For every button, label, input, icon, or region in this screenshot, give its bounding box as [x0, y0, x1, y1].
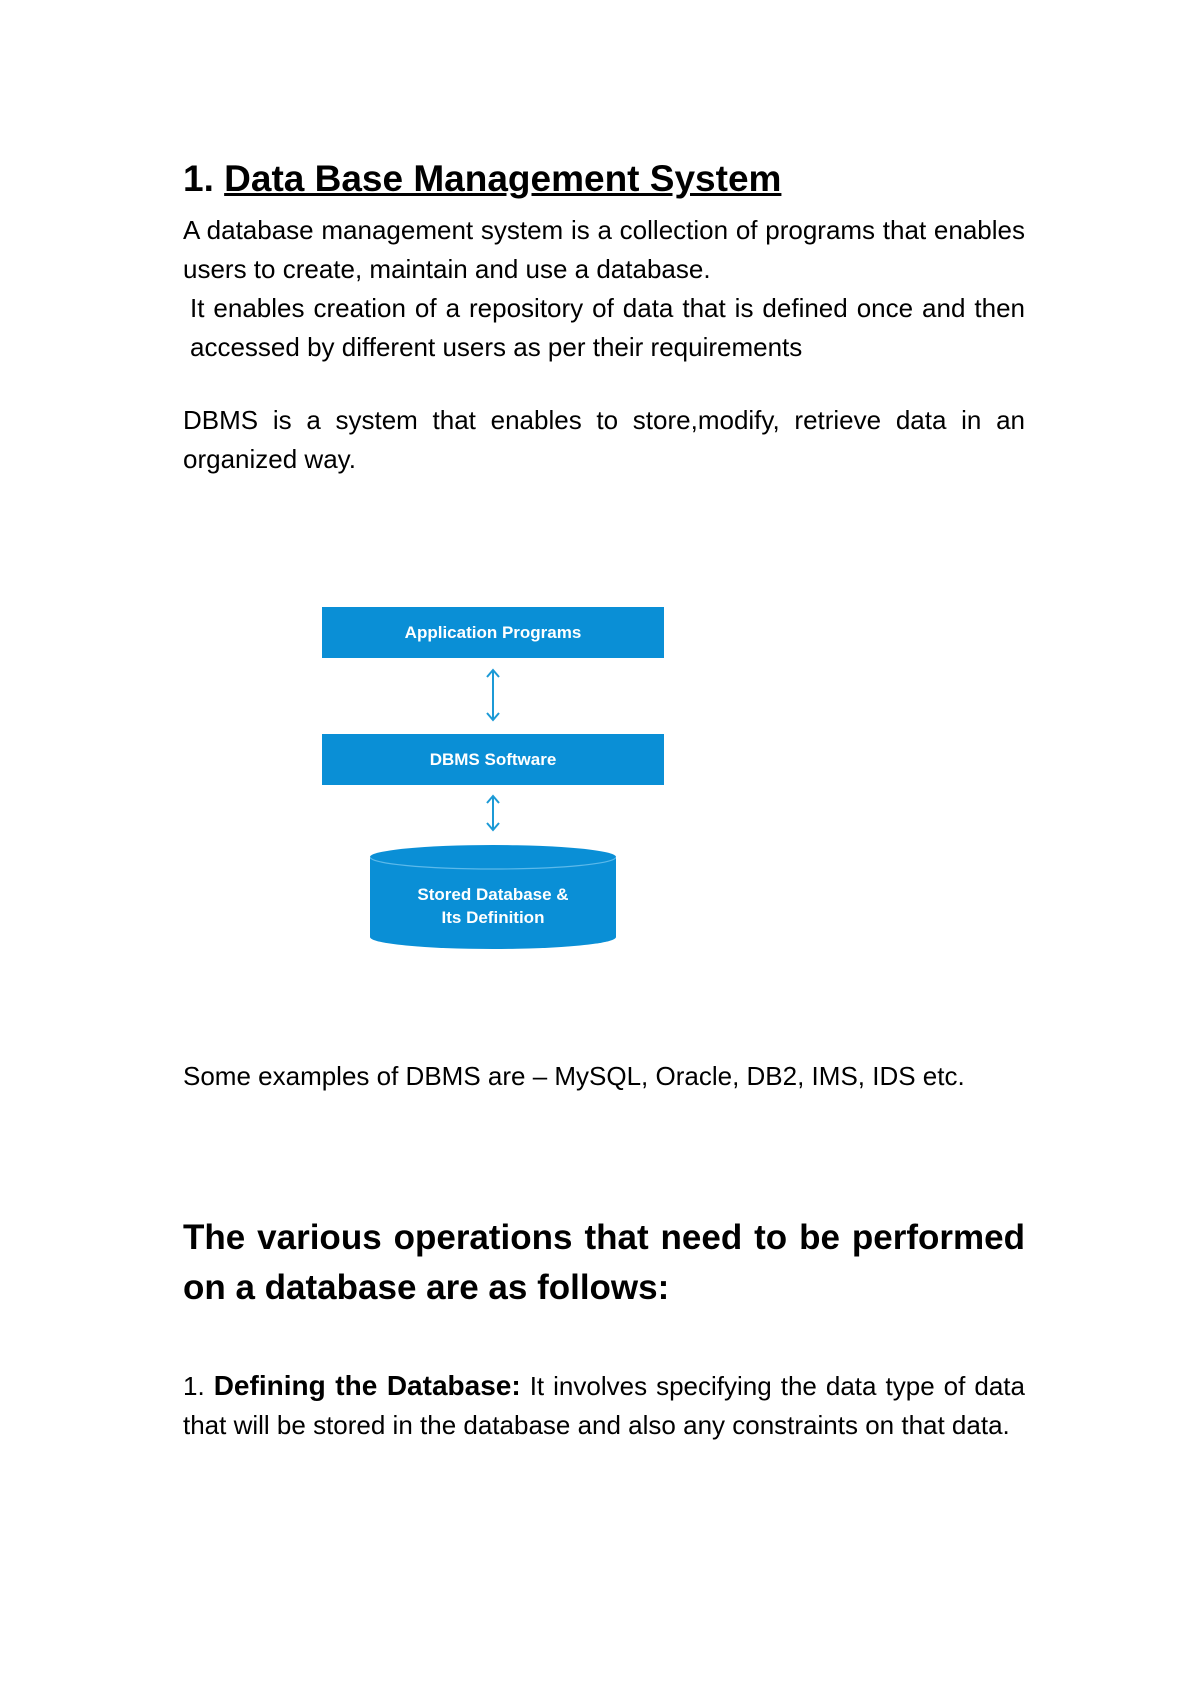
examples-section [183, 1057, 1025, 1096]
dbms-diagram [322, 607, 664, 952]
cylinder-label-line1: Stored Database & [417, 885, 569, 904]
cylinder-label-line2: Its Definition [441, 908, 545, 927]
operation-item-1 [183, 1366, 1025, 1445]
operation-item-1-number: 1. [183, 1371, 205, 1401]
cylinder-label [370, 883, 616, 929]
stored-database-cylinder [370, 845, 616, 949]
application-programs-box: Application Programs [322, 607, 664, 658]
intro-paragraph-2: It enables creation of a repository of data that is defined once and then accessed by different users as per their requirements [190, 292, 1025, 362]
intro-paragraph-1: A database management system is a collection of programs that enables users to create, maintain and use a database. [183, 214, 1025, 284]
page-title [183, 158, 1025, 201]
operations-section [183, 1213, 1025, 1313]
dbms-software-box: DBMS Software [322, 734, 664, 785]
double-arrow-icon [482, 667, 504, 723]
intro-paragraph-3: DBMS is a system that enables to store,modify, retrieve data in an organized way. [183, 404, 1025, 474]
operations-heading: The various operations that need to be performed on a database are as follows: [183, 1218, 1025, 1307]
operation-item-1-text [183, 1366, 1025, 1445]
document-body [183, 158, 1025, 479]
title-text: Data Base Management System [224, 158, 782, 199]
operation-item-1-description: It involves specifying the data type of data that will be stored in the database and also any constraints on that data. [183, 1371, 1025, 1440]
title-number: 1. [183, 158, 214, 199]
operation-item-1-term: Defining the Database: [213, 1370, 521, 1401]
double-arrow-icon [482, 793, 504, 833]
examples-paragraph: Some examples of DBMS are – MySQL, Oracle, DB2, IMS, IDS etc. [183, 1061, 965, 1091]
